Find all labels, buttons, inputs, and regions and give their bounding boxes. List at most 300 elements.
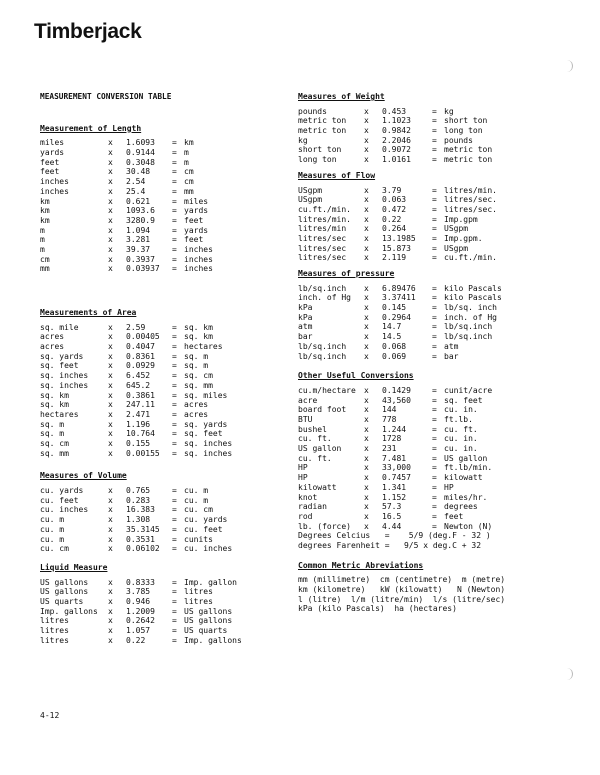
multiply-sign: x: [108, 429, 113, 439]
multiply-sign: x: [108, 495, 113, 505]
factor-value: 1.341: [382, 482, 407, 492]
conversion-row: [40, 206, 290, 216]
factor-value: 57.3: [382, 502, 402, 512]
from-unit: cu.m/hectare: [298, 385, 356, 395]
conversion-section: [298, 269, 568, 361]
conversion-row: [298, 215, 568, 225]
factor-value: 3.79: [382, 185, 402, 195]
to-unit: cu. in.: [444, 405, 478, 415]
multiply-sign: x: [108, 215, 113, 225]
conversion-section: [40, 563, 290, 646]
to-unit: feet: [184, 235, 204, 245]
conversion-row: [40, 439, 290, 449]
conversion-row: [298, 473, 568, 483]
multiply-sign: x: [108, 587, 113, 597]
equals-sign: =: [172, 486, 177, 496]
conversion-row: [298, 253, 568, 263]
factor-value: 3.281: [126, 235, 151, 245]
multiply-sign: x: [364, 473, 369, 483]
multiply-sign: x: [108, 419, 113, 429]
conversion-row: [298, 425, 568, 435]
equals-sign: =: [172, 429, 177, 439]
section-title: Measurement of Length: [40, 123, 142, 133]
from-unit: miles: [40, 138, 65, 148]
factor-value: 6.89476: [382, 283, 416, 293]
equals-sign: =: [172, 606, 177, 616]
factor-value: 1.2009: [126, 606, 155, 616]
to-unit: short ton: [444, 116, 488, 126]
conversion-row: [298, 512, 568, 522]
conversion-row: [40, 148, 290, 158]
conversion-row: [40, 505, 290, 515]
to-unit: cu. in.: [444, 434, 478, 444]
to-unit: USgpm: [444, 243, 469, 253]
conversion-row: [40, 429, 290, 439]
section-gap: [298, 551, 568, 561]
equals-sign: =: [432, 405, 437, 415]
factor-value: 14.7: [382, 322, 402, 332]
conversion-row: [298, 205, 568, 215]
factor-value: 0.9144: [126, 148, 155, 158]
equals-sign: =: [432, 106, 437, 116]
multiply-sign: x: [364, 195, 369, 205]
to-unit: sq. yards: [184, 419, 228, 429]
to-unit: Imp. gallons: [184, 635, 242, 645]
multiply-sign: x: [364, 521, 369, 531]
from-unit: rod: [298, 511, 313, 521]
factor-value: 1728: [382, 434, 402, 444]
conversion-row: [40, 158, 290, 168]
factor-value: 247.11: [126, 400, 155, 410]
conversion-row: [40, 616, 290, 626]
formula-line: degrees Farenheit = 9/5 x deg.C + 32: [298, 540, 482, 550]
from-unit: litres: [40, 626, 69, 636]
to-unit: inches: [184, 244, 213, 254]
from-unit: pounds: [298, 106, 327, 116]
factor-value: 0.00155: [126, 448, 160, 458]
conversion-row: [298, 434, 568, 444]
from-unit: kilowatt: [298, 482, 337, 492]
conversion-row: [40, 226, 290, 236]
conversion-row: [40, 342, 290, 352]
to-unit: sq. km: [184, 322, 213, 332]
equals-sign: =: [172, 225, 177, 235]
factor-value: 2.119: [382, 253, 407, 263]
multiply-sign: x: [364, 106, 369, 116]
equals-sign: =: [432, 434, 437, 444]
from-unit: knot: [298, 492, 318, 502]
factor-value: 0.063: [382, 195, 407, 205]
right-sections: [298, 92, 568, 614]
multiply-sign: x: [108, 390, 113, 400]
factor-value: 144: [382, 405, 397, 415]
conversion-row: [298, 303, 568, 313]
conversion-row: [298, 405, 568, 415]
factor-value: 10.764: [126, 429, 155, 439]
from-unit: US gallon: [298, 444, 342, 454]
from-unit: litres/min: [298, 224, 347, 234]
conversion-row: [298, 502, 568, 512]
factor-value: 0.22: [126, 635, 146, 645]
from-unit: metric ton: [298, 126, 347, 136]
abbreviation-line: l (litre) l/m (litre/min) l/s (litre/sec): [298, 594, 506, 604]
document-title: MEASUREMENT CONVERSION TABLE: [40, 92, 172, 101]
factor-value: 0.453: [382, 106, 407, 116]
multiply-sign: x: [364, 453, 369, 463]
multiply-sign: x: [108, 577, 113, 587]
factor-value: 33,000: [382, 463, 411, 473]
equals-sign: =: [432, 214, 437, 224]
to-unit: cu. in.: [444, 444, 478, 454]
to-unit: US gallon: [444, 453, 488, 463]
factor-value: 0.264: [382, 224, 407, 234]
to-unit: cu. m: [184, 495, 209, 505]
from-unit: lb. (force): [298, 521, 351, 531]
equals-sign: =: [432, 155, 437, 165]
from-unit: litres/min.: [298, 214, 351, 224]
multiply-sign: x: [364, 395, 369, 405]
to-unit: m: [184, 148, 189, 158]
conversion-row: [40, 323, 290, 333]
factor-value: 1093.6: [126, 206, 155, 216]
multiply-sign: x: [364, 434, 369, 444]
to-unit: cu. m: [184, 486, 209, 496]
conversion-row: [40, 264, 290, 274]
from-unit: sq. m: [40, 419, 65, 429]
to-unit: atm: [444, 341, 459, 351]
from-unit: litres/sec: [298, 233, 347, 243]
abbreviation-line: mm (millimetre) cm (centimetre) m (metre): [298, 575, 506, 585]
conversion-row: [40, 187, 290, 197]
conversion-row: [40, 361, 290, 371]
equals-sign: =: [172, 148, 177, 158]
equals-sign: =: [432, 521, 437, 531]
conversion-row: [298, 483, 568, 493]
from-unit: kPa: [298, 312, 313, 322]
equals-sign: =: [172, 544, 177, 554]
multiply-sign: x: [364, 502, 369, 512]
from-unit: sq. inches: [40, 380, 89, 390]
factor-value: 1.6093: [126, 138, 155, 148]
to-unit: Imp.gpm: [444, 214, 478, 224]
equals-sign: =: [432, 502, 437, 512]
multiply-sign: x: [108, 157, 113, 167]
conversion-row: [298, 293, 568, 303]
multiply-sign: x: [108, 606, 113, 616]
multiply-sign: x: [108, 448, 113, 458]
conversion-row: [298, 342, 568, 352]
to-unit: lb/sq.inch: [444, 322, 493, 332]
equals-sign: =: [432, 463, 437, 473]
equals-sign: =: [432, 395, 437, 405]
from-unit: sq. feet: [40, 361, 79, 371]
multiply-sign: x: [364, 243, 369, 253]
to-unit: metric ton: [444, 145, 493, 155]
factor-value: 0.145: [382, 303, 407, 313]
from-unit: m: [40, 244, 45, 254]
equals-sign: =: [432, 453, 437, 463]
equals-sign: =: [432, 185, 437, 195]
equals-sign: =: [172, 448, 177, 458]
from-unit: m: [40, 225, 45, 235]
equals-sign: =: [432, 293, 437, 303]
multiply-sign: x: [108, 351, 113, 361]
factor-value: 0.155: [126, 438, 151, 448]
multiply-sign: x: [364, 214, 369, 224]
factor-value: 6.452: [126, 371, 151, 381]
from-unit: atm: [298, 322, 313, 332]
conversion-row: [298, 116, 568, 126]
multiply-sign: x: [108, 342, 113, 352]
equals-sign: =: [172, 409, 177, 419]
to-unit: USgpm: [444, 224, 469, 234]
to-unit: cu. feet: [184, 524, 223, 534]
conversion-row: [298, 332, 568, 342]
conversion-row: [298, 224, 568, 234]
multiply-sign: x: [108, 544, 113, 554]
from-unit: bar: [298, 332, 313, 342]
to-unit: US gallons: [184, 616, 233, 626]
conversion-section: [298, 561, 568, 614]
to-unit: kg: [444, 106, 454, 116]
from-unit: USgpm: [298, 195, 323, 205]
equals-sign: =: [172, 515, 177, 525]
factor-value: 3280.9: [126, 215, 155, 225]
multiply-sign: x: [364, 126, 369, 136]
multiply-sign: x: [108, 148, 113, 158]
to-unit: cu. yards: [184, 515, 228, 525]
factor-value: 16.383: [126, 505, 155, 515]
factor-value: 0.9072: [382, 145, 411, 155]
equals-sign: =: [172, 196, 177, 206]
to-unit: mm: [184, 186, 194, 196]
multiply-sign: x: [108, 635, 113, 645]
conversion-row: [40, 235, 290, 245]
factor-value: 0.2642: [126, 616, 155, 626]
conversion-section: [298, 371, 568, 550]
conversion-section: [298, 171, 568, 263]
multiply-sign: x: [108, 400, 113, 410]
multiply-sign: x: [108, 505, 113, 515]
from-unit: metric ton: [298, 116, 347, 126]
conversion-row: [298, 493, 568, 503]
conversion-row: [40, 197, 290, 207]
multiply-sign: x: [108, 177, 113, 187]
multiply-sign: x: [364, 116, 369, 126]
from-unit: cu. yards: [40, 486, 84, 496]
from-unit: sq. inches: [40, 371, 89, 381]
multiply-sign: x: [108, 206, 113, 216]
multiply-sign: x: [108, 225, 113, 235]
factor-value: 0.765: [126, 486, 151, 496]
to-unit: lb/sq.inch: [444, 332, 493, 342]
conversion-row: [40, 496, 290, 506]
from-unit: km: [40, 206, 50, 216]
multiply-sign: x: [364, 463, 369, 473]
to-unit: miles/hr.: [444, 492, 488, 502]
to-unit: sq. feet: [444, 395, 483, 405]
conversion-row: [40, 245, 290, 255]
conversion-row: [40, 177, 290, 187]
from-unit: cu. ft.: [298, 434, 332, 444]
from-unit: sq. cm: [40, 438, 69, 448]
multiply-sign: x: [108, 380, 113, 390]
equals-sign: =: [172, 332, 177, 342]
conversion-row: [40, 371, 290, 381]
from-unit: lb/sq.inch: [298, 283, 347, 293]
equals-sign: =: [172, 371, 177, 381]
to-unit: pounds: [444, 135, 473, 145]
to-unit: cu. cm: [184, 505, 213, 515]
factor-value: 0.0929: [126, 361, 155, 371]
to-unit: Imp.gpm.: [444, 233, 483, 243]
factor-value: 0.3531: [126, 534, 155, 544]
equals-sign: =: [432, 126, 437, 136]
conversion-row: [40, 255, 290, 265]
multiply-sign: x: [364, 185, 369, 195]
factor-value: 0.9842: [382, 126, 411, 136]
section-title: Measures of pressure: [298, 269, 395, 279]
right-column: [298, 92, 568, 614]
to-unit: cm: [184, 177, 194, 187]
conversion-row: [40, 587, 290, 597]
equals-sign: =: [172, 264, 177, 274]
from-unit: lb/sq.inch: [298, 341, 347, 351]
multiply-sign: x: [108, 596, 113, 606]
from-unit: USgpm: [298, 185, 323, 195]
conversion-row: [40, 420, 290, 430]
equals-sign: =: [172, 186, 177, 196]
equals-sign: =: [432, 145, 437, 155]
multiply-sign: x: [108, 235, 113, 245]
conversion-row: [298, 195, 568, 205]
conversion-row: [40, 381, 290, 391]
to-unit: yards: [184, 206, 209, 216]
factor-value: 14.5: [382, 332, 402, 342]
conversion-section: [298, 92, 568, 165]
from-unit: US gallons: [40, 577, 89, 587]
equals-sign: =: [172, 577, 177, 587]
equals-sign: =: [432, 283, 437, 293]
multiply-sign: x: [364, 385, 369, 395]
left-sections: [40, 124, 290, 646]
to-unit: sq. km: [184, 332, 213, 342]
equals-sign: =: [172, 235, 177, 245]
factor-value: 3.785: [126, 587, 151, 597]
equals-sign: =: [432, 415, 437, 424]
factor-value: 3.37411: [382, 293, 416, 303]
from-unit: sq. km: [40, 400, 69, 410]
factor-value: 0.3861: [126, 390, 155, 400]
factor-value: 1.057: [126, 626, 151, 636]
factor-value: 1.1023: [382, 116, 411, 126]
conversion-row: [298, 396, 568, 406]
equals-sign: =: [172, 524, 177, 534]
section-title: Measures of Flow: [298, 170, 376, 180]
from-unit: long ton: [298, 155, 337, 165]
equals-sign: =: [432, 424, 437, 434]
conversion-row: [298, 454, 568, 464]
equals-sign: =: [172, 157, 177, 167]
equals-sign: =: [172, 342, 177, 352]
factor-value: 0.946: [126, 596, 151, 606]
factor-value: 0.3937: [126, 254, 155, 264]
from-unit: cu. m: [40, 534, 65, 544]
equals-sign: =: [432, 233, 437, 243]
to-unit: litres/min.: [444, 185, 497, 195]
conversion-row: [40, 391, 290, 401]
conversion-row: [40, 449, 290, 459]
multiply-sign: x: [108, 264, 113, 274]
factor-value: 0.1429: [382, 385, 411, 395]
from-unit: BTU: [298, 415, 313, 424]
factor-value: 0.2964: [382, 312, 411, 322]
equals-sign: =: [432, 511, 437, 521]
multiply-sign: x: [108, 626, 113, 636]
to-unit: sq. miles: [184, 390, 228, 400]
factor-value: 0.069: [382, 351, 407, 361]
conversion-row: [298, 107, 568, 117]
equals-sign: =: [172, 390, 177, 400]
conversion-row: [40, 216, 290, 226]
multiply-sign: x: [364, 424, 369, 434]
from-unit: bushel: [298, 424, 327, 434]
to-unit: miles: [184, 196, 209, 206]
factor-value: 1.196: [126, 419, 151, 429]
to-unit: acres: [184, 409, 209, 419]
factor-value: 2.59: [126, 322, 146, 332]
equals-sign: =: [172, 438, 177, 448]
to-unit: ft.lb/min.: [444, 463, 493, 473]
conversion-row: [298, 186, 568, 196]
scan-mark: [566, 668, 573, 680]
multiply-sign: x: [364, 482, 369, 492]
equals-sign: =: [172, 215, 177, 225]
section-title: Measures of Weight: [298, 92, 385, 101]
from-unit: km: [40, 196, 50, 206]
to-unit: acres: [184, 400, 209, 410]
factor-value: 25.4: [126, 186, 146, 196]
to-unit: inches: [184, 264, 213, 274]
multiply-sign: x: [108, 186, 113, 196]
multiply-sign: x: [364, 204, 369, 214]
conversion-section: [40, 124, 290, 274]
multiply-sign: x: [364, 511, 369, 521]
multiply-sign: x: [364, 405, 369, 415]
factor-value: 39.37: [126, 244, 151, 254]
multiply-sign: x: [108, 196, 113, 206]
from-unit: Imp. gallons: [40, 606, 98, 616]
to-unit: yards: [184, 225, 209, 235]
to-unit: lb/sq. inch: [444, 303, 497, 313]
equals-sign: =: [172, 626, 177, 636]
conversion-row: [298, 313, 568, 323]
from-unit: yards: [40, 148, 65, 158]
multiply-sign: x: [364, 351, 369, 361]
conversion-row: [298, 522, 568, 532]
multiply-sign: x: [108, 332, 113, 342]
to-unit: US gallons: [184, 606, 233, 616]
to-unit: ft.lb.: [444, 415, 473, 424]
multiply-sign: x: [108, 167, 113, 177]
to-unit: m: [184, 157, 189, 167]
factor-value: 0.8333: [126, 577, 155, 587]
factor-value: 15.873: [382, 243, 411, 253]
factor-value: 0.4047: [126, 342, 155, 352]
conversion-row: [40, 525, 290, 535]
equals-sign: =: [432, 351, 437, 361]
section-gap: [40, 458, 290, 471]
